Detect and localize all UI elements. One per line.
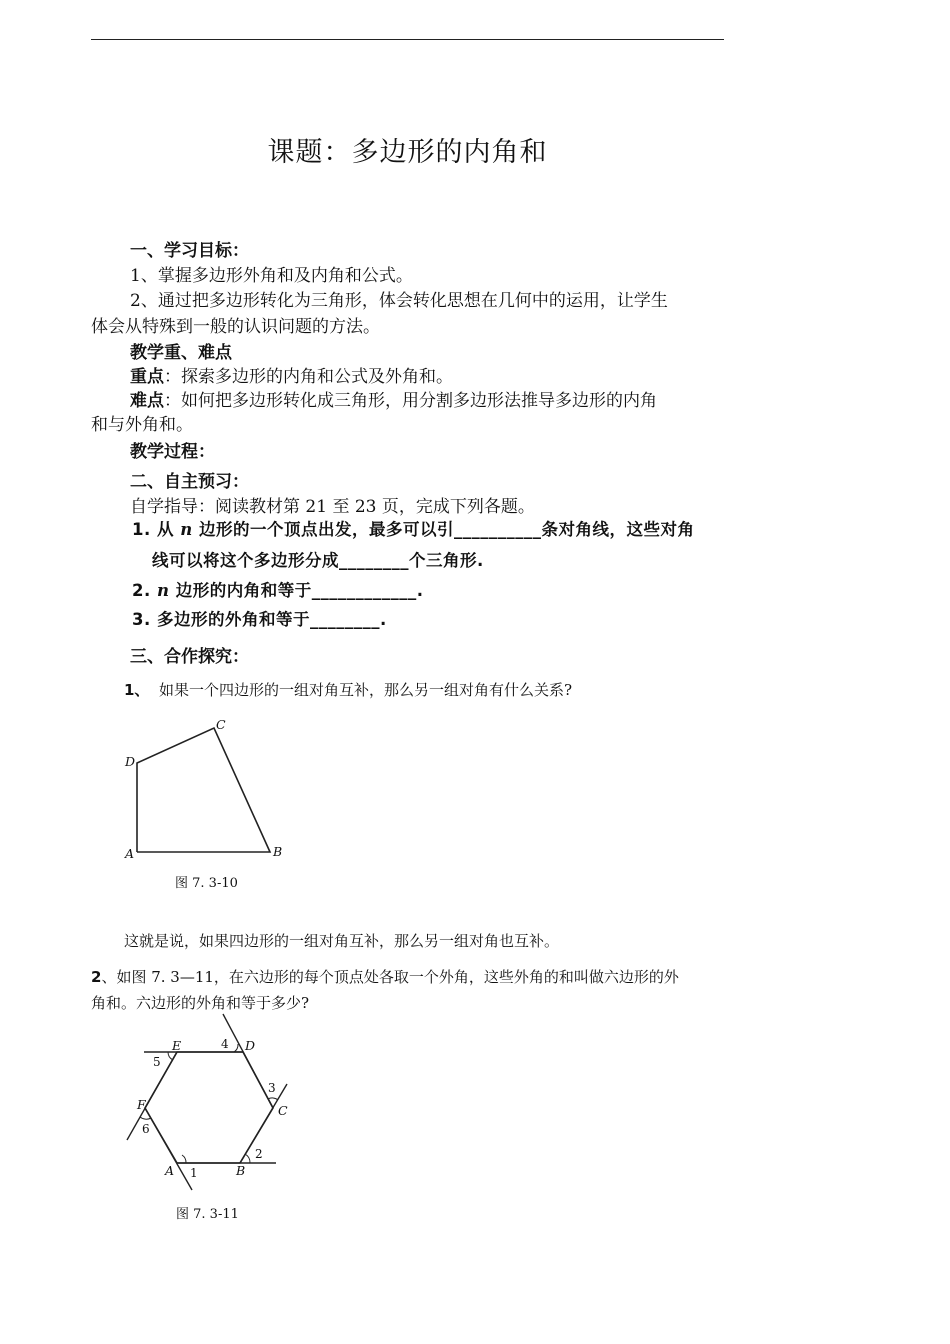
q3-blank[interactable]: ________ [310, 610, 380, 629]
key-label: 重点 [130, 367, 164, 387]
extension-cd [223, 1014, 273, 1108]
item-2-num: 2 [91, 968, 102, 986]
q1-text: 边形的一个顶点出发，最多可以引 [192, 520, 454, 539]
item-1-question: 如果一个四边形的一组对角互补，那么另一组对角有什么关系? [159, 681, 573, 699]
self-study-guide: 自学指导：阅读教材第 21 至 23 页，完成下列各题。 [130, 497, 535, 517]
question-3 [132, 606, 387, 630]
figure-1-caption: 图 7. 3-10 [175, 876, 238, 891]
q2-prefix: 2. [132, 581, 157, 600]
item-2-line1 [91, 966, 679, 987]
section2-heading: 二、自主预习： [130, 472, 249, 492]
question-1-line2 [152, 547, 484, 571]
header-rule [91, 39, 724, 40]
hex-vertex-b: B [236, 1163, 246, 1178]
goal-2-line2: 体会从特殊到一般的认识问题的方法。 [91, 317, 380, 337]
hard-text-line2: 和与外角和。 [91, 415, 193, 435]
key-points-heading: 教学重、难点 [130, 343, 232, 363]
q1-blank-triangles[interactable]: ________ [339, 551, 409, 570]
page-title: 课题：多边形的内角和 [267, 137, 548, 168]
angle-arc-4 [234, 1044, 238, 1052]
hex-vertex-a: A [165, 1163, 175, 1178]
angle-label-6: 6 [142, 1122, 150, 1136]
angle-arc-3 [268, 1098, 278, 1100]
q1-line2-end: 个三角形. [409, 551, 484, 570]
vertex-label-d: D [125, 754, 136, 769]
q1-line2-text: 线可以将这个多边形分成 [152, 551, 339, 570]
item-2-text: 、如图 7. 3—11，在六边形的每个顶点处各取一个外角，这些外角的和叫做六边形的外 [101, 968, 679, 986]
q2-blank[interactable]: ____________ [311, 581, 417, 600]
conclusion-text: 这就是说，如果四边形的一组对角互补，那么另一组对角也互补。 [124, 932, 560, 950]
q2-end: . [416, 581, 424, 600]
hex-vertex-f: F [137, 1097, 146, 1112]
hex-vertex-c: C [278, 1103, 288, 1118]
section1-heading: 一、学习目标： [130, 241, 249, 261]
angle-label-5: 5 [153, 1055, 161, 1069]
angle-arc-2 [245, 1154, 250, 1163]
hard-label: 难点 [130, 391, 164, 411]
q1-variable: n [180, 520, 193, 539]
quadrilateral-outline [137, 728, 270, 852]
q3-text: 3. 多边形的外角和等于 [132, 610, 310, 629]
hexagon-figure [120, 1020, 320, 1200]
q3-end: . [380, 610, 387, 629]
angle-label-1: 1 [190, 1166, 198, 1180]
key-text: ：探索多边形的内角和公式及外角和。 [164, 367, 453, 387]
angle-label-3: 3 [268, 1081, 276, 1095]
item-1-number [124, 679, 149, 700]
process-heading: 教学过程： [130, 442, 215, 462]
hexagon-outline [145, 1052, 273, 1163]
hex-vertex-d: D [245, 1038, 256, 1053]
extension-bc [240, 1084, 287, 1163]
question-1-line1 [132, 516, 695, 540]
q1-text-end: 条对角线，这些对角 [541, 520, 695, 539]
question-2 [132, 577, 424, 601]
q2-variable: n [157, 581, 170, 600]
item-1-num: 1、 [124, 681, 150, 699]
section3-heading: 三、合作探究： [130, 647, 249, 667]
angle-label-2: 2 [255, 1147, 263, 1161]
goal-1: 1、掌握多边形外角和及内角和公式。 [130, 266, 413, 286]
q1-blank-diagonals[interactable]: __________ [454, 520, 542, 539]
extension-ef [127, 1052, 177, 1140]
angle-label-4: 4 [221, 1037, 229, 1051]
quadrilateral-figure [115, 715, 315, 865]
angle-arc-6 [140, 1117, 151, 1119]
hex-vertex-e: E [172, 1038, 182, 1053]
figure-2-caption: 图 7. 3-11 [176, 1207, 239, 1222]
hard-point [130, 386, 657, 411]
key-point [130, 362, 453, 387]
angle-arc-1 [182, 1155, 186, 1163]
vertex-label-a: A [125, 846, 135, 861]
goal-2-line1: 2、通过把多边形转化为三角形，体会转化思想在几何中的运用，让学生 [130, 291, 668, 311]
hard-text-line1: ：如何把多边形转化成三角形，用分割多边形法推导多边形的内角 [164, 391, 657, 411]
vertex-label-c: C [216, 717, 226, 732]
item-2-line2: 角和。六边形的外角和等于多少? [91, 994, 310, 1012]
vertex-label-b: B [273, 844, 283, 859]
q1-prefix: 1. 从 [132, 520, 181, 539]
q2-text: 边形的内角和等于 [169, 581, 312, 600]
